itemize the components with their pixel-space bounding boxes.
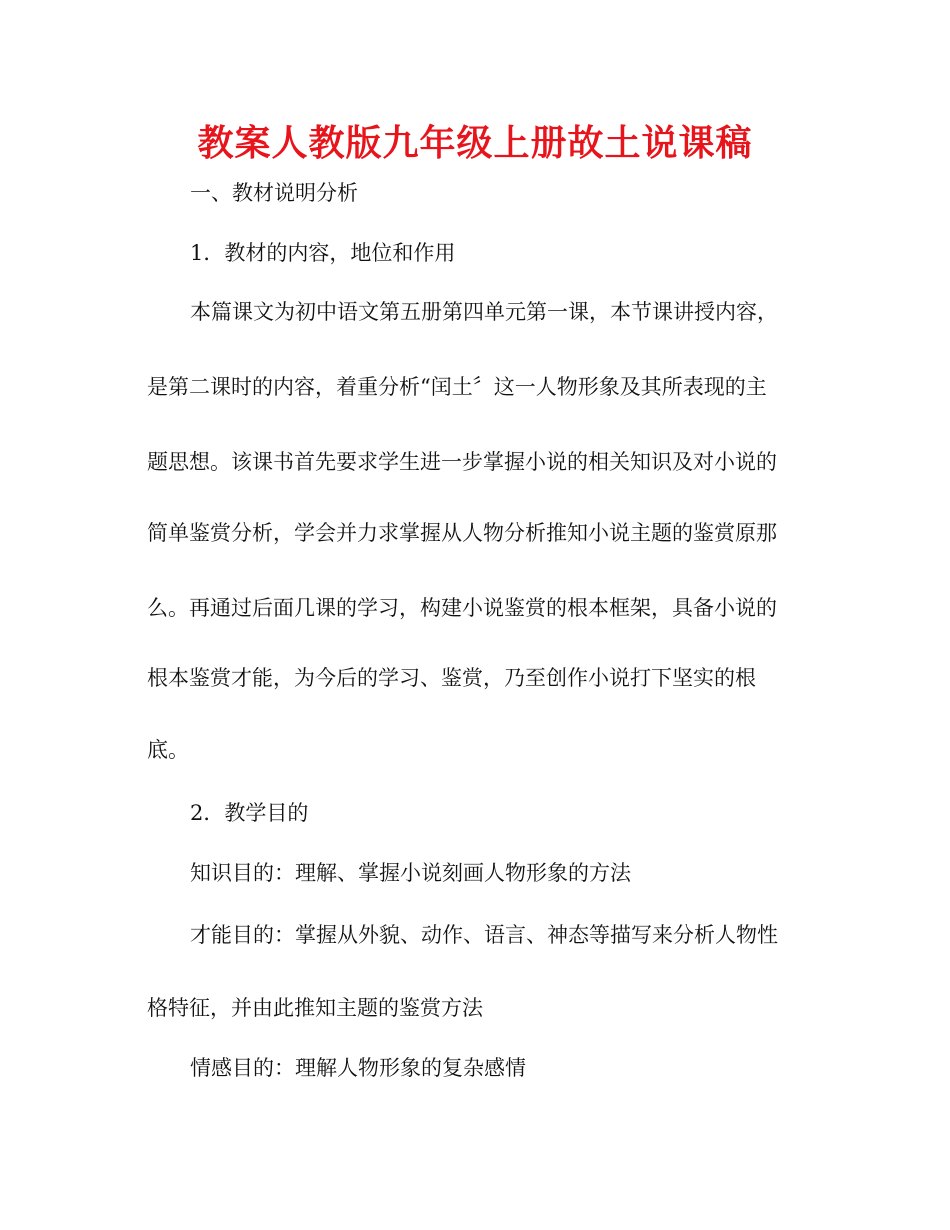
emotion-goal-line: 情感目的：理解人物形象的复杂感情 (190, 1056, 526, 1080)
section-heading-textbook-analysis: 一、教材说明分析 (190, 181, 358, 205)
ability-goal-line: 才能目的：掌握从外貌、动作、语言、神态等描写来分析人物性 (190, 923, 778, 947)
document-title: 教案人教版九年级上册故土说课稿 (197, 123, 753, 164)
subheading-teaching-goals: 2．教学目的 (190, 801, 309, 825)
paragraph-line: 根本鉴赏才能，为今后的学习、鉴赏，乃至创作小说打下坚实的根 (147, 666, 756, 690)
paragraph-line: 格特征，并由此推知主题的鉴赏方法 (147, 996, 483, 1020)
subheading-content-position: 1．教材的内容，地位和作用 (190, 241, 456, 265)
paragraph-line: 本篇课文为初中语文第五册第四单元第一课，本节课讲授内容， (190, 300, 778, 324)
knowledge-goal-line: 知识目的：理解、掌握小说刻画人物形象的方法 (190, 861, 631, 885)
paragraph-line: 底。 (147, 738, 189, 762)
paragraph-line: 题思想。该课书首先要求学生进一步掌握小说的相关知识及对小说的 (147, 450, 777, 474)
paragraph-line: 简单鉴赏分析，学会并力求掌握从人物分析推知小说主题的鉴赏原那 (147, 521, 777, 545)
paragraph-line: 么。再通过后面几课的学习，构建小说鉴赏的根本框架，具备小说的 (147, 596, 777, 620)
paragraph-line: 是第二课时的内容，着重分析“闰土〞这一人物形象及其所表现的主 (147, 375, 767, 399)
